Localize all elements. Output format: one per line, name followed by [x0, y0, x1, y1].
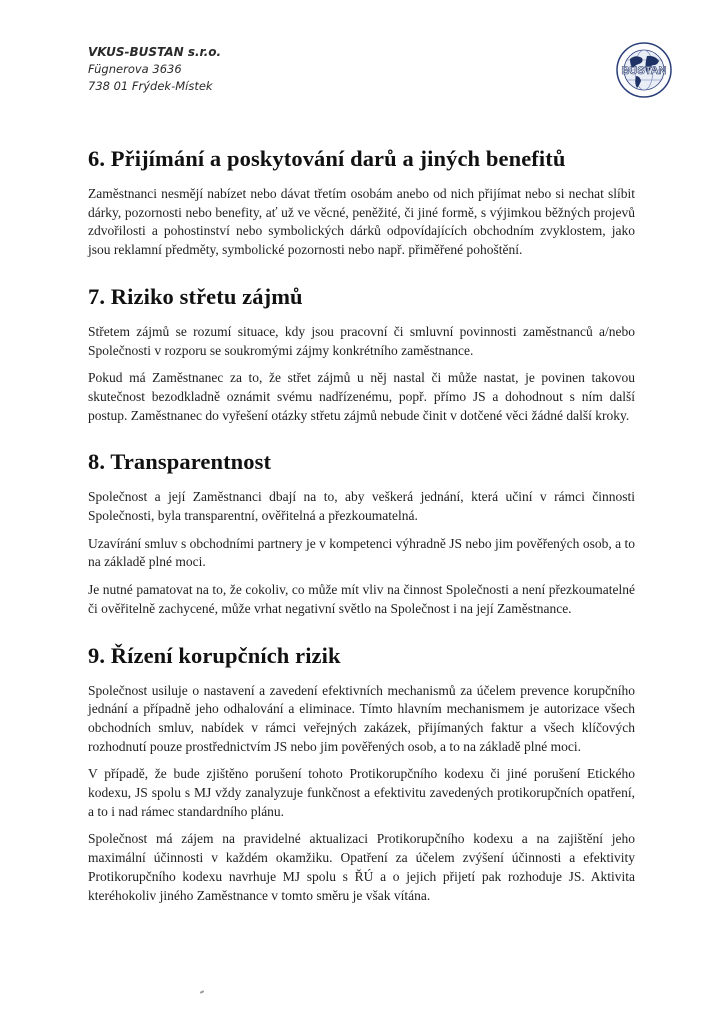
- globe-logo-icon: [614, 40, 674, 100]
- paragraph: Společnost má zájem na pravidelné aktualizaci Protikorupčního kodexu a na zajištění jeho maximální účinnosti v každém okamžiku. Opatření za účelem zvýšení účinnosti a efektivity Protikorupčního kodexu navrhuje MJ spolu s ŘÚ a o jejich přijetí pak rozhoduje JS. Aktivita kteréhokoliv jiného Zaměstnance v tomto směru je však vítána.: [88, 831, 635, 903]
- paragraph: Je nutné pamatovat na to, že cokoliv, co může mít vliv na činnost Společnosti a není přezkoumatelné či ověřitelně zachycené, může vrhat negativní světlo na Společnost i na její Zaměstnance.: [88, 582, 635, 616]
- paragraph: Uzavírání smluv s obchodními partnery je v kompetenci výhradně JS nebo jim pověřených osob, a to na základě plné moci.: [88, 535, 635, 570]
- svg-text:BUSTAN: BUSTAN: [621, 65, 667, 77]
- scan-artifact: [200, 990, 204, 994]
- document-body: [88, 146, 635, 929]
- section-corruption-risk-management: [88, 643, 635, 906]
- paragraph: V případě, že bude zjištěno porušení tohoto Protikorupčního kodexu či jiné porušení Etického kodexu, JS spolu s MJ vždy zanalyzuje funkčnost a efektivitu zavedených protikorupčních opatření, a to i nad rámec standardního plánu.: [88, 766, 635, 819]
- company-address-block: [88, 44, 221, 95]
- section-heading: 9. Řízení korupčních rizik: [88, 642, 341, 668]
- company-name: VKUS-BUSTAN s.r.o.: [88, 45, 222, 59]
- section-heading: 8. Transparentnost: [88, 449, 272, 475]
- section-conflict-of-interest: [88, 284, 635, 426]
- company-street: Fügnerova 3636: [88, 62, 182, 76]
- paragraph: Společnost usiluje o nastavení a zavedení efektivních mechanismů za účelem prevence korupčního jednání a případně jeho odhalování a eliminace. Tímto hlavním mechanismem je autorizace všech obchodních smluv, nabídek v rámci veřejných zakázek, přijímaných faktur a všech klíčových rozhodnutí pouze prostřednictvím JS nebo jim pověřených osob, a to na základě plné moci.: [88, 682, 635, 754]
- paragraph: Pokud má Zaměstnanec za to, že střet zájmů u něj nastal či může nastat, je povinen takovou skutečnost bezodkladně oznámit svému nadřízenému, popř. přímo JS a dohodnout s ním další postup. Zaměstnanec do vyřešení otázky střetu zájmů nebude činit v dotčené věci žádné další kroky.: [88, 370, 635, 423]
- company-city: 738 01 Frýdek-Místek: [88, 79, 213, 93]
- paragraph: Střetem zájmů se rozumí situace, kdy jsou pracovní či smluvní povinnosti zaměstnanců a/nebo Společnosti v rozporu se soukromými zájmy konkrétního zaměstnance.: [88, 323, 635, 358]
- paragraph: Společnost a její Zaměstnanci dbají na to, aby veškerá jednání, která učiní v rámci činnosti Společnosti, byla transparentní, ověřitelná a přezkoumatelná.: [88, 489, 635, 524]
- section-transparency: [88, 449, 635, 618]
- section-heading: 7. Riziko střetu zájmů: [88, 283, 303, 309]
- section-gifts-benefits: [88, 146, 635, 260]
- paragraph: Zaměstnanci nesmějí nabízet nebo dávat třetím osobám anebo od nich přijímat nebo si nechat slíbit dárky, pozornosti nebo benefity, ať už ve věcné, peněžité, či jiné formě, s výjimkou běžných projevů zdvořilosti a pohostinství nebo symbolických dárků odpovídajících obchodním zvyklostem, jako jsou reklamní předměty, symbolické pozornosti nebo např. přiměřené pohoštění.: [88, 186, 635, 258]
- section-heading: 6. Přijímání a poskytování darů a jiných benefitů: [88, 146, 566, 171]
